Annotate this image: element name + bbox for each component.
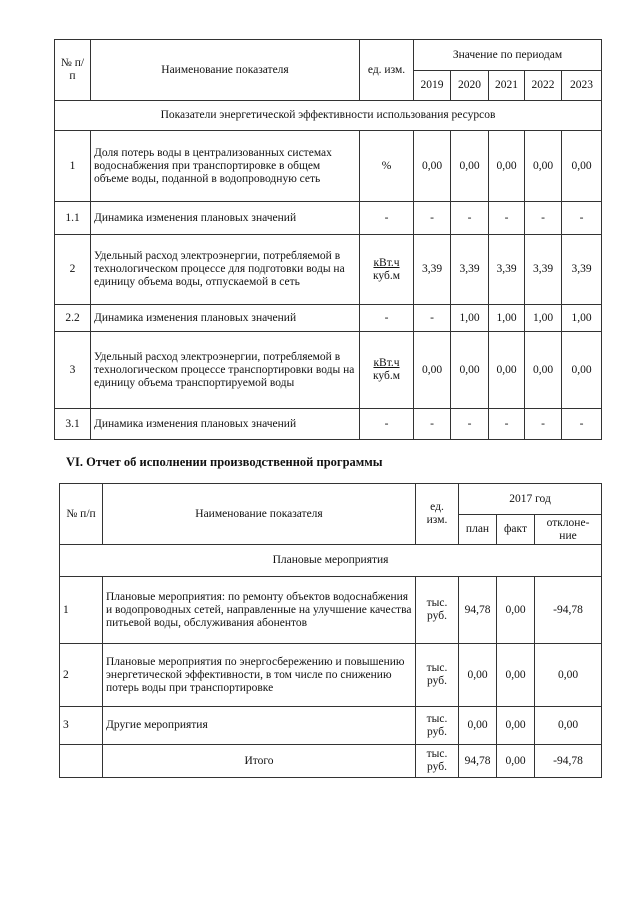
row-unit <box>360 202 414 235</box>
total-num <box>60 745 103 778</box>
row-plan: 0,00 <box>459 707 497 745</box>
table-row <box>60 644 602 707</box>
section-header: Плановые мероприятия <box>60 545 602 577</box>
row-deviation: -94,78 <box>535 577 602 644</box>
row-value: - <box>525 202 562 235</box>
col-header-name: Наименование показателя <box>91 40 360 101</box>
col-header-unit: ед. изм. <box>360 40 414 101</box>
row-num: 3.1 <box>55 409 91 440</box>
row-num: 3 <box>55 332 91 409</box>
row-num: 2 <box>55 235 91 305</box>
table-row <box>55 305 602 332</box>
row-unit: тыс. руб. <box>416 644 459 707</box>
unit-denominator: куб.м <box>372 269 401 282</box>
col-header-name: Наименование показателя <box>103 484 416 545</box>
table-row <box>60 577 602 644</box>
row-value: 3,39 <box>525 235 562 305</box>
row-fact: 0,00 <box>497 577 535 644</box>
row-deviation: 0,00 <box>535 707 602 745</box>
row-value: 1,00 <box>562 305 602 332</box>
row-value: 3,39 <box>414 235 451 305</box>
row-num: 1.1 <box>55 202 91 235</box>
table-row <box>60 707 602 745</box>
table-row <box>55 131 602 202</box>
total-row <box>60 745 602 778</box>
row-value: 0,00 <box>451 332 489 409</box>
total-deviation: -94,78 <box>535 745 602 778</box>
total-fact: 0,00 <box>497 745 535 778</box>
row-value: 0,00 <box>489 131 525 202</box>
row-value: 0,00 <box>489 332 525 409</box>
row-value: - <box>489 202 525 235</box>
section-title: VI. Отчет об исполнении производственной программы <box>66 455 383 469</box>
row-value: 3,39 <box>562 235 602 305</box>
unit-text: - <box>384 417 389 430</box>
row-value: 0,00 <box>451 131 489 202</box>
row-value: - <box>562 409 602 440</box>
row-name: Удельный расход электроэнергии, потребляемой в технологическом процессе транспортировки воды на единицу объема транспортируемой воды <box>91 332 360 409</box>
energy-efficiency-table <box>54 39 602 440</box>
unit-denominator: куб.м <box>372 370 401 382</box>
row-num: 3 <box>60 707 103 745</box>
row-value: 0,00 <box>414 332 451 409</box>
year-header: 2022 <box>525 71 562 101</box>
table-row <box>55 332 602 409</box>
row-name: Динамика изменения плановых значений <box>91 305 360 332</box>
table-row <box>55 409 602 440</box>
table-row <box>55 235 602 305</box>
unit-numerator: кВт.ч <box>373 357 400 369</box>
row-name: Плановые мероприятия: по ремонту объектов водоснабжения и водопроводных сетей, направленные на улучшение качества питьевой воды, обслуживания абонентов <box>103 577 416 644</box>
row-value: 1,00 <box>489 305 525 332</box>
row-value: - <box>562 202 602 235</box>
col-header-num: № п/п <box>55 40 91 101</box>
row-value: 3,39 <box>451 235 489 305</box>
row-unit <box>360 409 414 440</box>
col-header-plan: план <box>459 515 497 545</box>
row-plan: 0,00 <box>459 644 497 707</box>
row-name: Удельный расход электроэнергии, потребляемой в технологическом процессе для подготовки воды на единицу объема воды, отпускаемой в сеть <box>91 235 360 305</box>
total-name: Итого <box>103 745 416 778</box>
row-value: 0,00 <box>525 131 562 202</box>
row-unit <box>360 305 414 332</box>
year-header: 2021 <box>489 71 525 101</box>
row-num: 2 <box>60 644 103 707</box>
row-value: - <box>414 202 451 235</box>
row-value: - <box>451 409 489 440</box>
row-name: Динамика изменения плановых значений <box>91 409 360 440</box>
row-name: Динамика изменения плановых значений <box>91 202 360 235</box>
row-unit <box>360 332 414 409</box>
row-unit <box>360 235 414 305</box>
total-plan: 94,78 <box>459 745 497 778</box>
row-num: 1 <box>55 131 91 202</box>
unit-numerator: кВт.ч <box>373 256 400 269</box>
unit-text: % <box>381 159 392 172</box>
row-name: Доля потерь воды в централизованных системах водоснабжения при транспортировке в общем объеме воды, поданной в водопроводную сеть <box>91 131 360 202</box>
row-value: - <box>489 409 525 440</box>
row-unit: тыс. руб. <box>416 707 459 745</box>
row-deviation: 0,00 <box>535 644 602 707</box>
row-value: 1,00 <box>525 305 562 332</box>
row-value: 1,00 <box>451 305 489 332</box>
unit-text: - <box>384 211 389 224</box>
col-header-unit: ед. изм. <box>416 484 459 545</box>
row-unit <box>360 131 414 202</box>
year-header: 2023 <box>562 71 602 101</box>
row-fact: 0,00 <box>497 644 535 707</box>
table-row <box>55 202 602 235</box>
unit-text: - <box>384 311 389 324</box>
total-unit: тыс. руб. <box>416 745 459 778</box>
col-header-num: № п/п <box>60 484 103 545</box>
row-value: 0,00 <box>525 332 562 409</box>
production-program-table <box>59 483 602 778</box>
row-value: - <box>525 409 562 440</box>
row-name: Другие мероприятия <box>103 707 416 745</box>
row-num: 2.2 <box>55 305 91 332</box>
row-name: Плановые мероприятия по энергосбережению и повышению энергетической эффективности, в том числе по снижению потерь воды при транспортировке <box>103 644 416 707</box>
row-value: 0,00 <box>562 332 602 409</box>
row-plan: 94,78 <box>459 577 497 644</box>
row-value: 3,39 <box>489 235 525 305</box>
year-header: 2019 <box>414 71 451 101</box>
col-header-deviation: отклоне-ние <box>535 515 602 545</box>
row-num: 1 <box>60 577 103 644</box>
col-header-fact: факт <box>497 515 535 545</box>
year-header: 2020 <box>451 71 489 101</box>
row-unit: тыс. руб. <box>416 577 459 644</box>
row-value: 0,00 <box>562 131 602 202</box>
row-fact: 0,00 <box>497 707 535 745</box>
col-header-periods: Значение по периодам <box>414 40 602 71</box>
row-value: - <box>414 305 451 332</box>
section-header: Показатели энергетической эффективности использования ресурсов <box>55 101 602 131</box>
row-value: - <box>414 409 451 440</box>
row-value: - <box>451 202 489 235</box>
row-value: 0,00 <box>414 131 451 202</box>
col-header-year: 2017 год <box>459 484 602 515</box>
